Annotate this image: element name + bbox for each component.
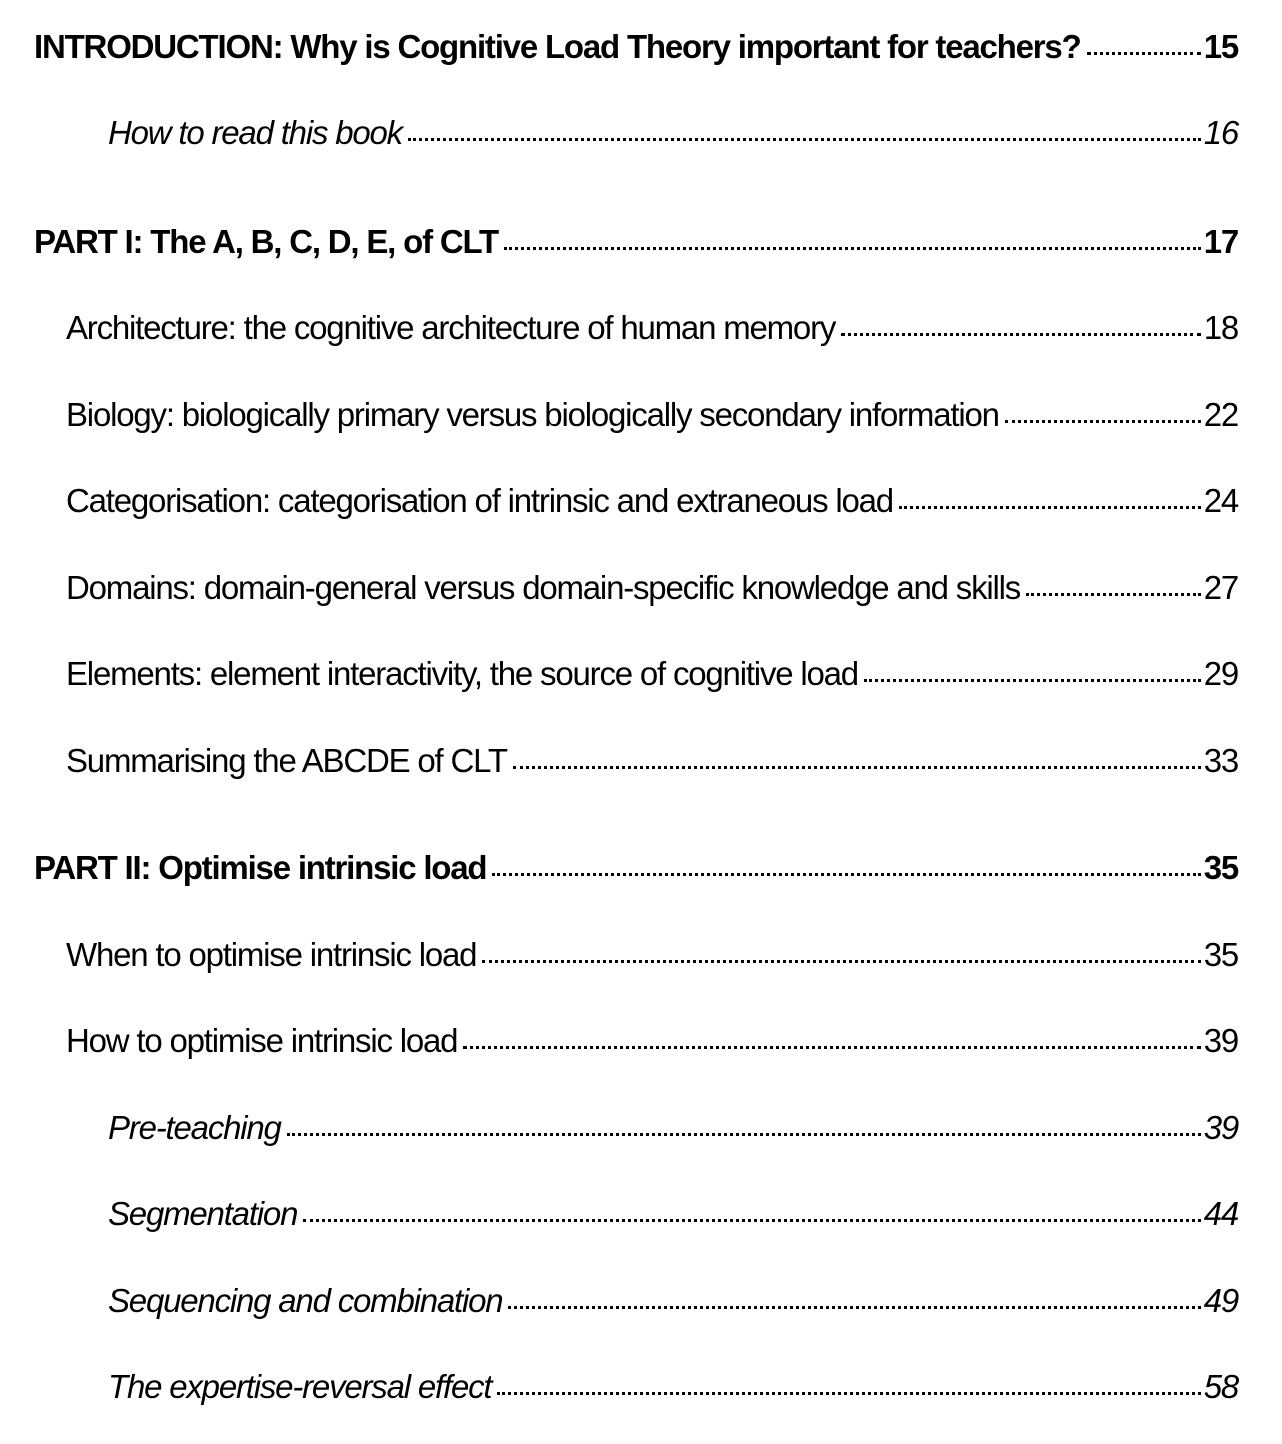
toc-entry-title: Categorisation: categorisation of intrinsic and extraneous load xyxy=(66,482,893,519)
toc-entry-introduction[interactable] xyxy=(34,25,1238,69)
toc-entry-title: Pre-teaching xyxy=(108,1109,281,1146)
toc-page-number: 58 xyxy=(1203,1368,1238,1405)
dot-leader xyxy=(513,766,1201,769)
toc-entry-title: Segmentation xyxy=(108,1195,298,1232)
toc-entry-title: Domains: domain-general versus domain-specific knowledge and skills xyxy=(66,569,1021,606)
toc-entry-title: How to read this book xyxy=(108,114,402,151)
toc-entry-domains[interactable] xyxy=(66,566,1238,610)
toc-entry-when-to-optimise[interactable] xyxy=(66,933,1238,977)
dot-leader xyxy=(504,247,1201,250)
toc-entry-sequencing[interactable] xyxy=(108,1279,1238,1323)
dot-leader xyxy=(463,1046,1200,1049)
dot-leader xyxy=(1087,52,1201,55)
toc-entry-part-2[interactable] xyxy=(34,846,1238,890)
toc-entry-title: When to optimise intrinsic load xyxy=(66,936,477,973)
dot-leader xyxy=(408,138,1201,141)
toc-page-number: 49 xyxy=(1203,1282,1238,1319)
toc-entry-summarising[interactable] xyxy=(66,739,1238,783)
toc-page-number: 24 xyxy=(1203,482,1238,519)
toc-page-number: 35 xyxy=(1203,936,1238,973)
toc-page-number: 18 xyxy=(1203,309,1238,346)
dot-leader xyxy=(841,333,1201,336)
toc-entry-how-to-read[interactable] xyxy=(108,111,1238,155)
dot-leader xyxy=(899,506,1201,509)
toc-page-number: 39 xyxy=(1203,1022,1238,1059)
toc-entry-title: PART I: The A, B, C, D, E, of CLT xyxy=(34,223,498,260)
toc-page-number: 33 xyxy=(1203,742,1238,779)
toc-entry-title: Architecture: the cognitive architecture of human memory xyxy=(66,309,836,346)
toc-page-number: 44 xyxy=(1203,1195,1238,1232)
dot-leader xyxy=(1026,593,1201,596)
dot-leader xyxy=(508,1306,1200,1309)
toc-entry-categorisation[interactable] xyxy=(66,479,1238,523)
dot-leader xyxy=(497,1392,1200,1395)
dot-leader xyxy=(482,960,1200,963)
toc-page-number: 17 xyxy=(1203,223,1238,260)
toc-entry-segmentation[interactable] xyxy=(108,1192,1238,1236)
dot-leader xyxy=(492,873,1200,876)
toc-page-number: 29 xyxy=(1203,655,1238,692)
toc-entry-part-1[interactable] xyxy=(34,220,1238,264)
toc-page-number: 27 xyxy=(1203,569,1238,606)
toc-entry-title: Elements: element interactivity, the source of cognitive load xyxy=(66,655,858,692)
toc-entry-title: Summarising the ABCDE of CLT xyxy=(66,742,507,779)
toc-page-number: 39 xyxy=(1203,1109,1238,1146)
toc-entry-pre-teaching[interactable] xyxy=(108,1106,1238,1150)
dot-leader xyxy=(287,1133,1201,1136)
toc-entry-elements[interactable] xyxy=(66,652,1238,696)
dot-leader xyxy=(1005,420,1201,423)
toc-entry-title: PART II: Optimise intrinsic load xyxy=(34,849,487,886)
toc-entry-title: Biology: biologically primary versus biologically secondary information xyxy=(66,396,999,433)
toc-entry-biology[interactable] xyxy=(66,393,1238,437)
toc-entry-how-to-optimise[interactable] xyxy=(66,1019,1238,1063)
toc-entry-title: Sequencing and combination xyxy=(108,1282,503,1319)
toc-entry-architecture[interactable] xyxy=(66,306,1238,350)
toc-page-number: 35 xyxy=(1203,849,1238,886)
toc-entry-title: How to optimise intrinsic load xyxy=(66,1022,458,1059)
toc-page-number: 16 xyxy=(1203,114,1238,151)
dot-leader xyxy=(303,1219,1200,1222)
toc-entry-title: INTRODUCTION: Why is Cognitive Load Theory important for teachers? xyxy=(34,28,1081,65)
toc-entry-title: The expertise-reversal effect xyxy=(108,1368,492,1405)
toc-page-number: 22 xyxy=(1203,396,1238,433)
toc-entry-expertise-reversal[interactable] xyxy=(108,1365,1238,1409)
toc-entry-title-emphasis: Cognitive Load Theory xyxy=(397,28,730,65)
dot-leader xyxy=(864,679,1201,682)
toc-page-number: 15 xyxy=(1203,28,1238,65)
